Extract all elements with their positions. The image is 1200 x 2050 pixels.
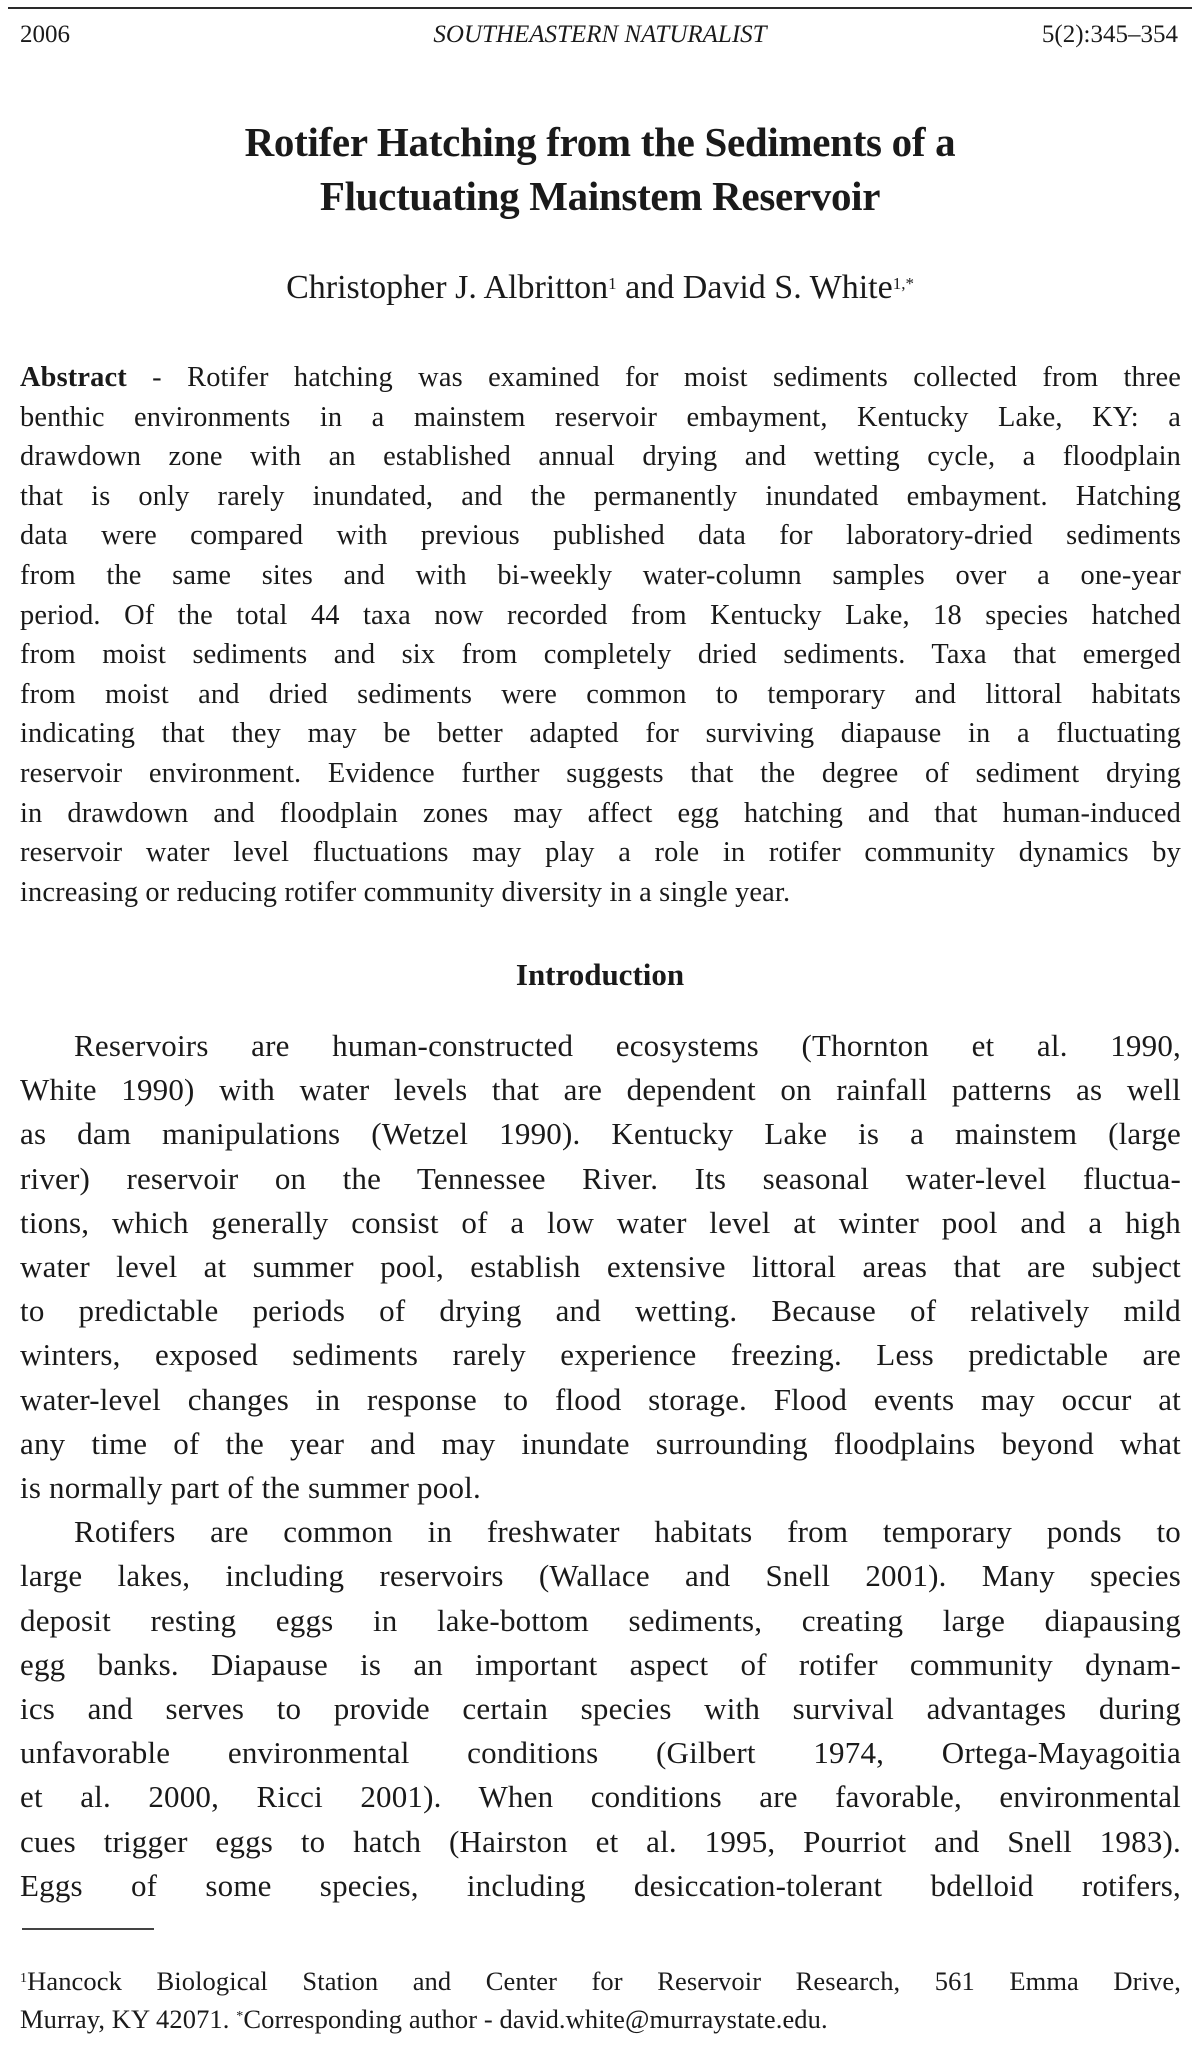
abstract-label: Abstract bbox=[20, 362, 127, 393]
abstract-line: benthic environments in a mainstem reservoir embayment, Kentucky Lake, KY: a bbox=[20, 401, 1181, 433]
body-text-line: cues trigger eggs to hatch (Hairston et al. 1995, Pourriot and Snell 1983). bbox=[20, 1823, 1181, 1859]
affiliation-text: Hancock Biological Station and Center for Reservoir Research, 561 Emma Drive, bbox=[27, 1966, 1181, 1996]
body-text-line: Rotifers are common in freshwater habitats from temporary ponds to bbox=[74, 1514, 1181, 1550]
abstract-line bbox=[20, 358, 1181, 398]
body-text-line: ics and serves to provide certain species with survival advantages during bbox=[20, 1691, 1181, 1726]
authors bbox=[0, 266, 1200, 310]
header-rule bbox=[8, 7, 1192, 9]
footnote-line bbox=[20, 2000, 1181, 2038]
volume-pages: 5(2):345–354 bbox=[1041, 21, 1178, 48]
affiliation-marker: 1,* bbox=[892, 274, 914, 293]
abstract-line: reservoir environment. Evidence further suggests that the degree of sediment drying bbox=[20, 758, 1181, 789]
footnote-line bbox=[20, 1962, 1181, 2000]
corresponding-author-text: Corresponding author - david.white@murraystate.edu. bbox=[243, 2004, 828, 2034]
abstract-line: drawdown zone with an established annual drying and wetting cycle, a floodplain bbox=[20, 441, 1181, 473]
abstract-line: from the same sites and with bi-weekly water-column samples over a one-year bbox=[20, 560, 1181, 591]
body-text-line: Reservoirs are human-constructed ecosystems (Thornton et al. 1990, bbox=[74, 1028, 1181, 1063]
body-text-line: large lakes, including reservoirs (Wallace and Snell 2001). Many species bbox=[20, 1558, 1181, 1594]
footnote-marker: 1 bbox=[20, 1971, 28, 1986]
body-text-line: to predictable periods of drying and wetting. Because of relatively mild bbox=[20, 1293, 1181, 1329]
body-text-line: as dam manipulations (Wetzel 1990). Kentucky Lake is a mainstem (large bbox=[20, 1116, 1181, 1152]
address-text: Murray, KY 42071. bbox=[20, 2004, 237, 2034]
body-text-line: unfavorable environmental conditions (Gilbert 1974, Ortega-Mayagoitia bbox=[20, 1735, 1181, 1771]
abstract-text: - Rotifer hatching was examined for moist sediments collected from three bbox=[126, 362, 1181, 393]
body-text-line: water-level changes in response to flood storage. Flood events may occur at bbox=[20, 1381, 1181, 1417]
body-text-line: tions, which generally consist of a low water level at winter pool and a high bbox=[20, 1204, 1181, 1240]
footnote-rule bbox=[22, 1928, 154, 1930]
body-text-line: Eggs of some species, including desiccation-tolerant bdelloid rotifers, bbox=[20, 1867, 1181, 1903]
section-heading-introduction: Introduction bbox=[515, 957, 685, 992]
abstract-line: data were compared with previous published data for laboratory-dried sediments bbox=[20, 520, 1181, 552]
abstract-line: from moist and dried sediments were common to temporary and littoral habitats bbox=[20, 678, 1181, 710]
article-title-line-1: Rotifer Hatching from the Sediments of a bbox=[244, 119, 956, 165]
author-name: Christopher J. Albritton bbox=[286, 269, 609, 306]
journal-name: SOUTHEASTERN NATURALIST bbox=[433, 21, 767, 48]
abstract-line: period. Of the total 44 taxa now recorded from Kentucky Lake, 18 species hatched bbox=[20, 599, 1181, 631]
body-text-line: egg banks. Diapause is an important aspect of rotifer community dynam- bbox=[20, 1646, 1181, 1682]
body-text-line: water level at summer pool, establish extensive littoral areas that are subject bbox=[20, 1249, 1181, 1284]
body-text-line: White 1990) with water levels that are dependent on rainfall patterns as well bbox=[20, 1072, 1181, 1108]
body-text-line: deposit resting eggs in lake-bottom sediments, creating large diapausing bbox=[20, 1602, 1181, 1638]
publication-year: 2006 bbox=[20, 21, 70, 48]
body-text-line: river) reservoir on the Tennessee River. Its seasonal water-level fluctua- bbox=[20, 1160, 1181, 1196]
body-text-line: et al. 2000, Ricci 2001). When conditions are favorable, environmental bbox=[20, 1779, 1181, 1815]
article-title-line-2: Fluctuating Mainstem Reservoir bbox=[319, 173, 881, 219]
abstract-line: indicating that they may be better adapted for surviving diapause in a fluctuating bbox=[20, 718, 1181, 750]
author-name: David S. White bbox=[682, 269, 893, 306]
author-conjunction: and bbox=[616, 269, 683, 306]
abstract-line: that is only rarely inundated, and the permanently inundated embayment. Hatching bbox=[20, 480, 1181, 512]
footnote-marker: * bbox=[236, 2009, 244, 2024]
abstract-line: in drawdown and floodplain zones may affect egg hatching and that human-induced bbox=[20, 797, 1181, 829]
abstract-line: increasing or reducing rotifer community diversity in a single year. bbox=[20, 876, 791, 908]
affiliation-marker: 1 bbox=[608, 274, 617, 293]
body-text-line: any time of the year and may inundate surrounding floodplains beyond what bbox=[20, 1425, 1181, 1461]
body-text-line: is normally part of the summer pool. bbox=[20, 1470, 481, 1505]
abstract-line: reservoir water level fluctuations may play a role in rotifer community dynamics by bbox=[20, 837, 1181, 869]
body-text-line: winters, exposed sediments rarely experience freezing. Less predictable are bbox=[20, 1337, 1181, 1373]
abstract-line: from moist sediments and six from completely dried sediments. Taxa that emerged bbox=[20, 639, 1181, 671]
